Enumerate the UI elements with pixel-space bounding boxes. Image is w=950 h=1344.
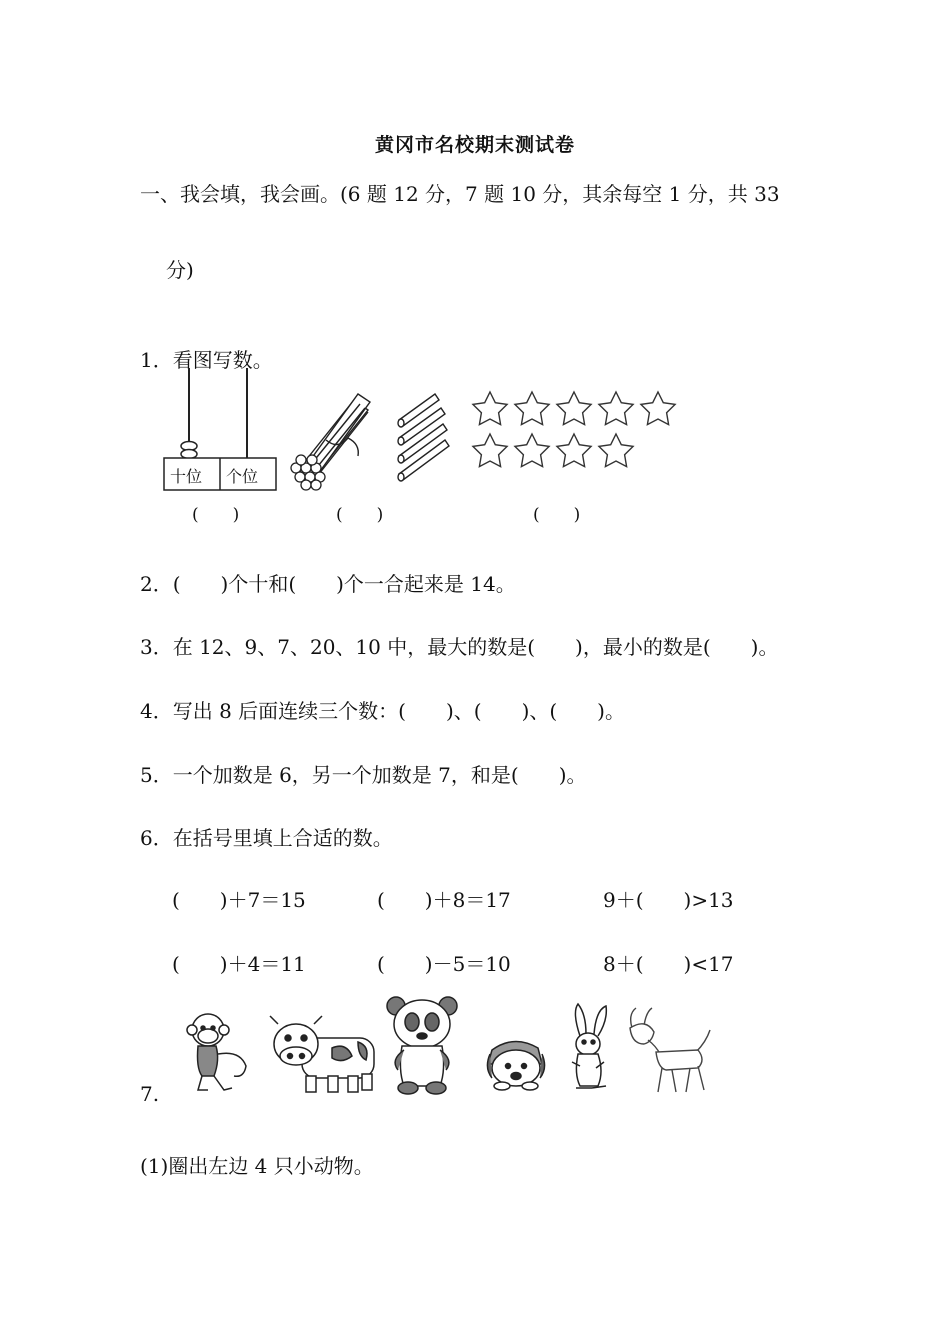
section-heading: 一、我会填，我会画。(6 题 12 分，7 题 10 分，其余每空 1 分，共 33 (140, 182, 780, 206)
question-1-label: 1．看图写数。 (140, 348, 273, 372)
panda-illustration (384, 994, 462, 1096)
question-6-label: 6．在括号里填上合适的数。 (140, 826, 393, 850)
q1-blank-sticks[interactable]: ( ) (336, 505, 384, 525)
q6-row2-eq3: 8＋( )<17 (603, 952, 734, 976)
q6-row1-eq1: ( )＋7＝15 (172, 888, 306, 912)
q1-blank-stars[interactable]: ( ) (533, 505, 581, 525)
abacus-tens-label: 十位 (170, 467, 203, 486)
monkey-illustration (184, 1010, 254, 1096)
stars-figure (468, 388, 688, 474)
page-title: 黄冈市名校期末测试卷 (374, 134, 575, 156)
section-heading-cont: 分) (166, 258, 194, 282)
question-3: 3．在 12、9、7、20、10 中，最大的数是( )，最小的数是( )。 (140, 635, 779, 659)
question-2: 2．( )个十和( )个一合起来是 14。 (140, 572, 516, 596)
question-4: 4．写出 8 后面连续三个数：( )、( )、( )。 (140, 699, 625, 723)
rabbit-illustration (566, 1002, 614, 1094)
donkey-illustration (626, 1006, 716, 1096)
dog-illustration (484, 1034, 548, 1092)
q1-blank-abacus[interactable]: ( ) (192, 505, 240, 525)
stick-bundle-figure (288, 380, 378, 490)
question-7-sub1: (1)圈出左边 4 只小动物。 (140, 1154, 374, 1178)
question-7-label: 7. (140, 1082, 160, 1106)
q6-row2-eq2: ( )－5＝10 (377, 952, 511, 976)
q6-row1-eq2: ( )＋8＝17 (377, 888, 511, 912)
question-5: 5．一个加数是 6，另一个加数是 7，和是( )。 (140, 763, 587, 787)
loose-sticks-figure (395, 392, 455, 488)
q6-row2-eq1: ( )＋4＝11 (172, 952, 306, 976)
abacus-ones-label: 个位 (226, 467, 259, 486)
q6-row1-eq3: 9＋( )>13 (603, 888, 734, 912)
cow-illustration (262, 1012, 380, 1096)
